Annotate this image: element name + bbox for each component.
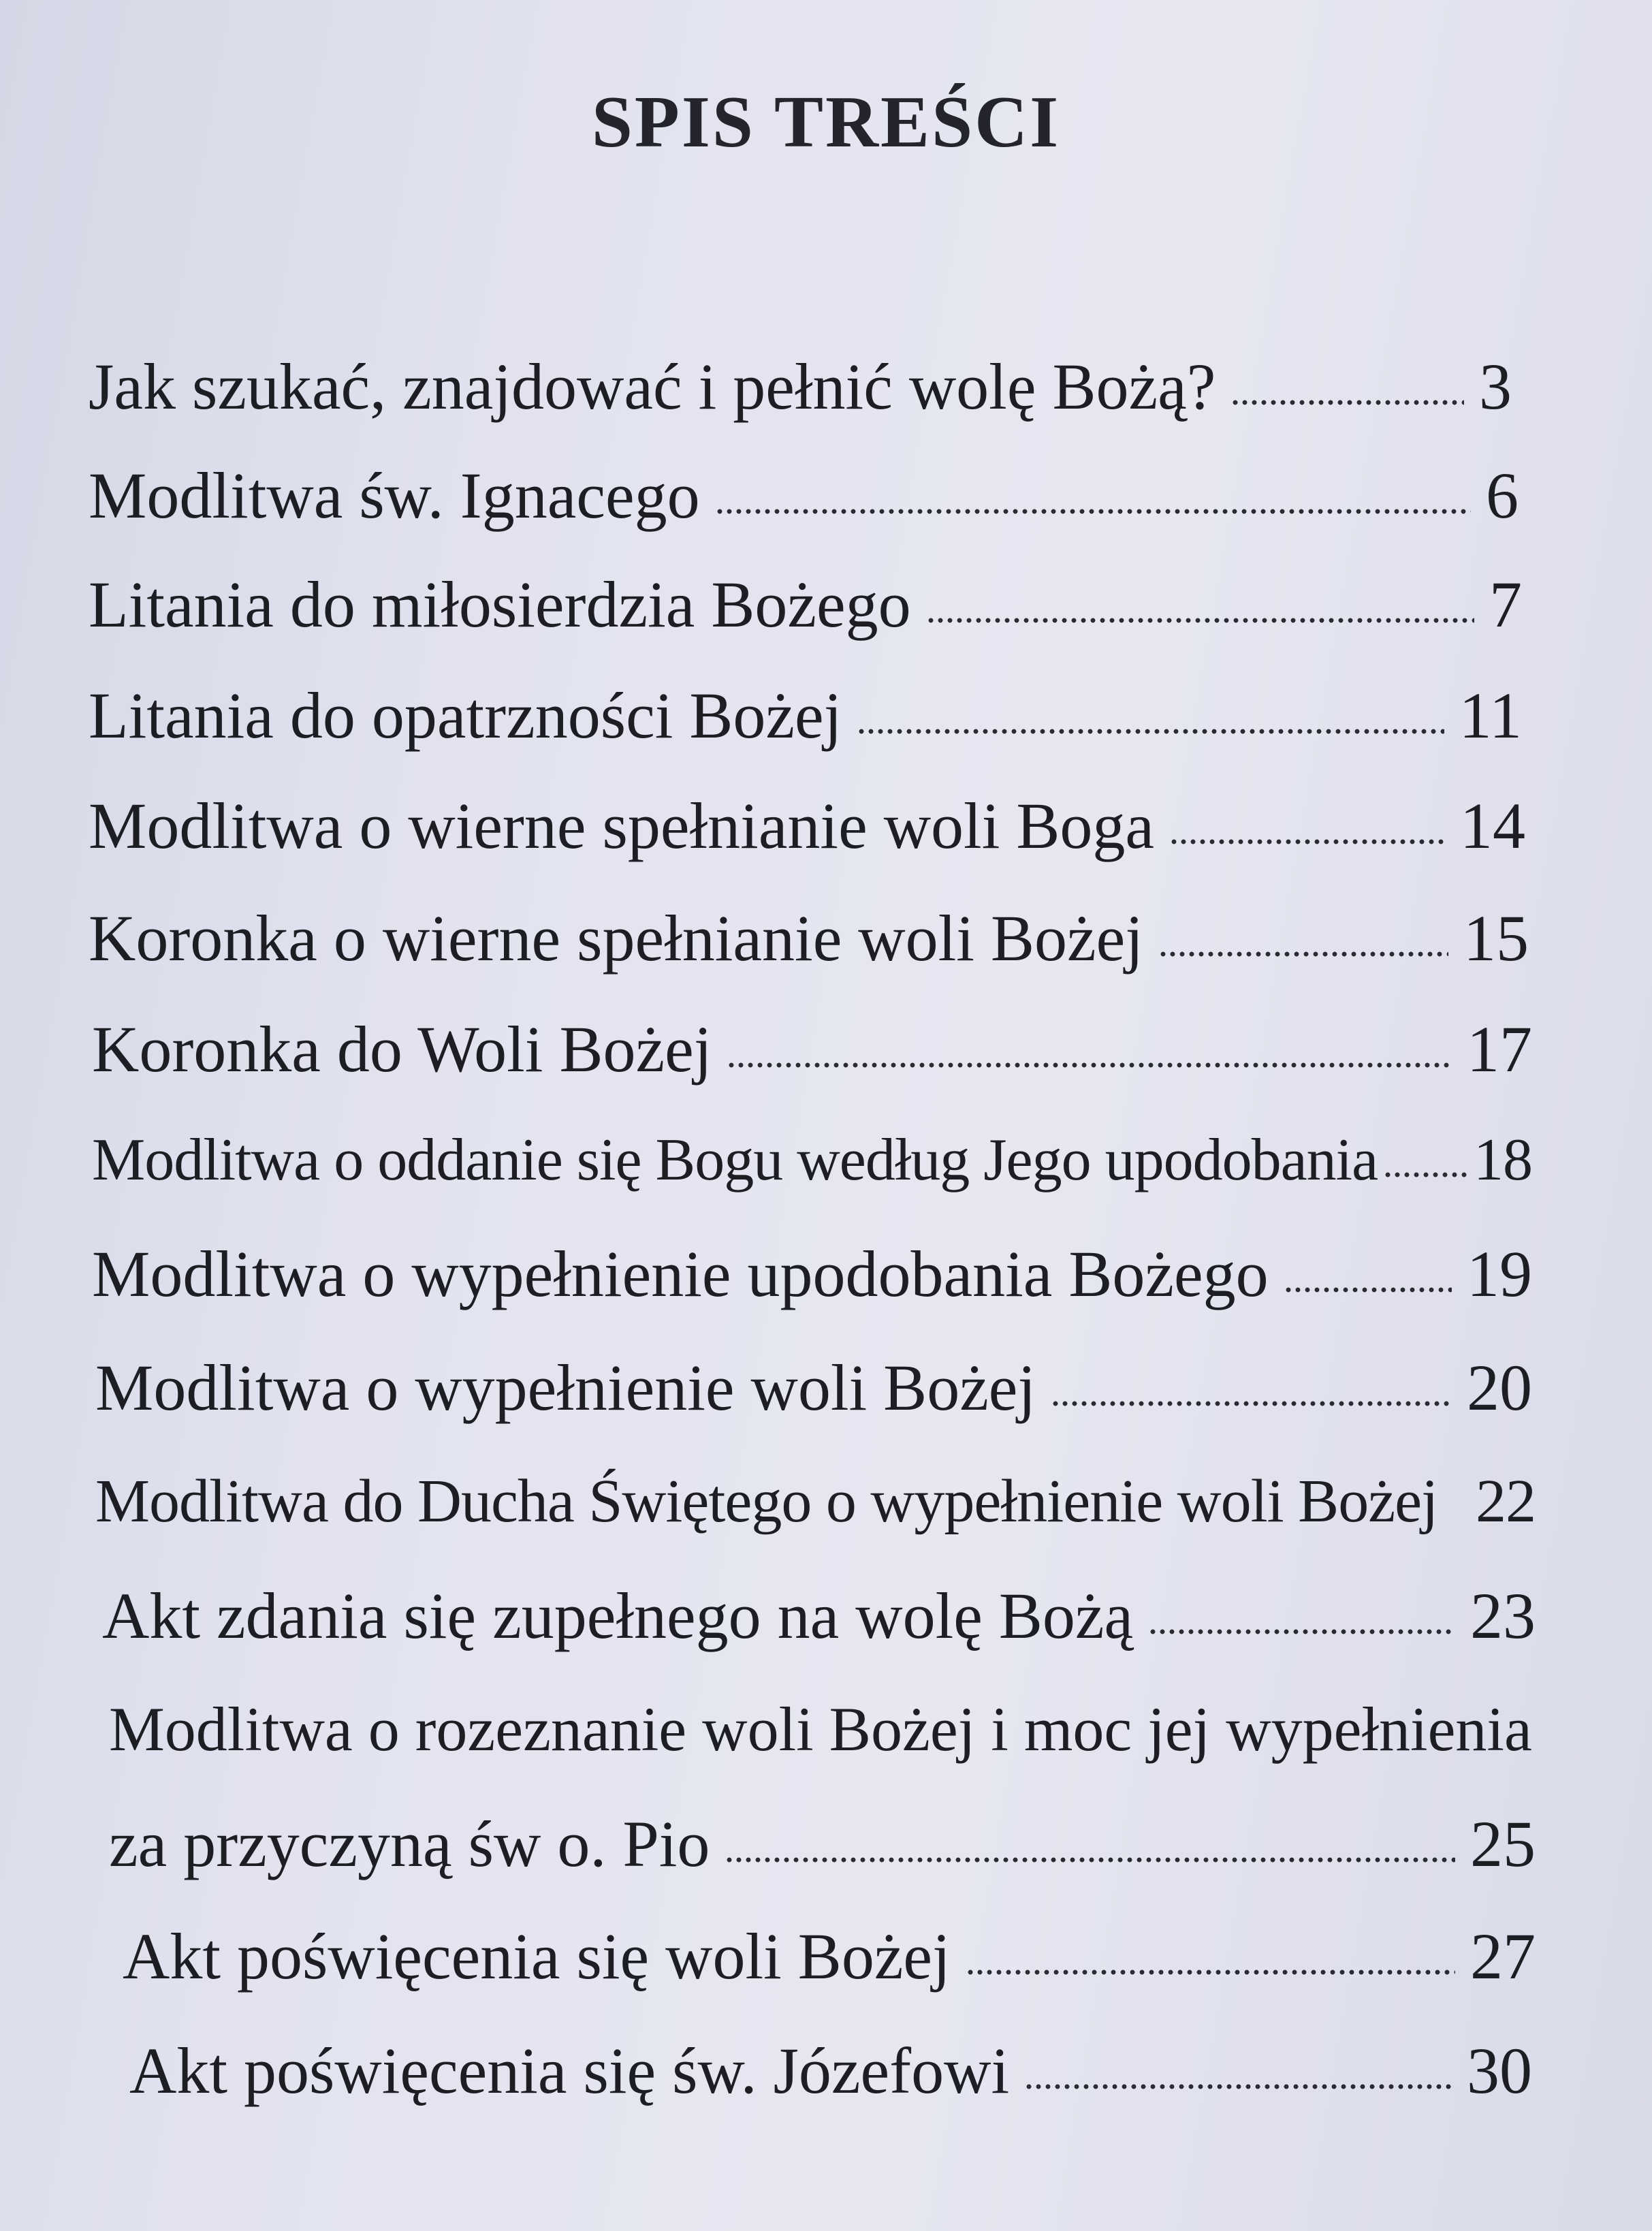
toc-entry-page: 11 [1459,679,1522,752]
toc-entry-page: 23 [1470,1579,1536,1652]
dot-leader [715,508,1471,515]
toc-entry [123,1920,1536,1993]
toc-entry [89,789,1525,862]
toc-entry-title-line2: za przyczyną św o. Pio [109,1807,710,1880]
toc-entry [89,902,1529,975]
dot-leader [926,617,1474,624]
dot-leader [1024,2083,1452,2090]
toc-entry-page: 19 [1467,1237,1532,1310]
toc-entry-title: Litania do miłosierdzia Bożego [89,568,911,641]
toc-entry-title: Jak szukać, znajdować i pełnić wolę Bożą? [89,350,1216,423]
toc-entry [89,350,1512,423]
dot-leader [966,1969,1455,1976]
toc-entry [89,459,1519,532]
toc-entry-page: 30 [1467,2034,1532,2107]
dot-leader [1148,1628,1455,1635]
toc-entry-title: Modlitwa o oddanie się Bogu według Jego upodobania [92,1127,1378,1193]
dot-leader [725,1856,1455,1863]
toc-entry-title: Koronka o wierne spełnianie woli Bożej [89,902,1143,975]
toc-entry-title: Koronka do Woli Bożej [92,1013,712,1086]
toc-entry-title: Akt poświęcenia się woli Bożej [123,1920,951,1993]
toc-entry [109,1807,1536,1880]
toc-entry-page: 22 [1476,1468,1536,1535]
toc-entry-page: 14 [1460,789,1525,862]
toc-entry [102,1579,1536,1652]
dot-leader [857,728,1444,735]
toc-entry-title: Modlitwa do Ducha Świętego o wypełnienie woli Bożej [95,1468,1438,1535]
toc-entry [95,1468,1536,1535]
toc-entry-title: Akt poświęcenia się św. Józefowi [129,2034,1010,2107]
toc-entry-page: 25 [1470,1807,1536,1880]
toc-entry [95,1351,1532,1424]
toc-entry-title: Akt zdania się zupełnego na wolę Bożą [102,1579,1134,1652]
toc-entry [92,1127,1532,1193]
dot-leader [727,1062,1452,1069]
dot-leader [1230,399,1464,406]
toc-entry-page: 20 [1467,1351,1532,1424]
dot-leader [1383,1171,1468,1178]
dot-leader [1169,838,1445,845]
toc-entry-title-line1: Modlitwa o rozeznanie woli Bożej i moc jej wypełnienia [109,1694,1532,1764]
toc-entry [89,679,1522,752]
toc-entry-page: 15 [1463,902,1529,975]
toc-entry [92,1237,1532,1310]
toc-entry-title: Modlitwa o wypełnienie woli Bożej [95,1351,1036,1424]
toc-entry [92,1013,1532,1086]
toc-entry [129,2034,1532,2107]
toc-entry-page: 7 [1489,568,1522,641]
toc-entry-page: 3 [1479,350,1512,423]
dot-leader [1051,1400,1452,1407]
toc-entry [89,568,1522,641]
toc-entry-page: 27 [1470,1920,1536,1993]
toc-entry-title: Modlitwa św. Ignacego [89,459,700,532]
toc-entry-title: Litania do opatrzności Bożej [89,679,842,752]
dot-leader [1158,951,1448,958]
page-title: SPIS TREŚCI [591,82,1061,163]
toc-entry-page: 18 [1474,1127,1532,1193]
dot-leader [1444,1513,1469,1520]
toc-entry-title: Modlitwa o wierne spełnianie woli Boga [89,789,1155,862]
dot-leader [1284,1286,1452,1293]
toc-entry-title: Modlitwa o wypełnienie upodobania Bożego [92,1237,1269,1310]
toc-entry-page: 17 [1467,1013,1532,1086]
toc-entry-page: 6 [1486,459,1519,532]
